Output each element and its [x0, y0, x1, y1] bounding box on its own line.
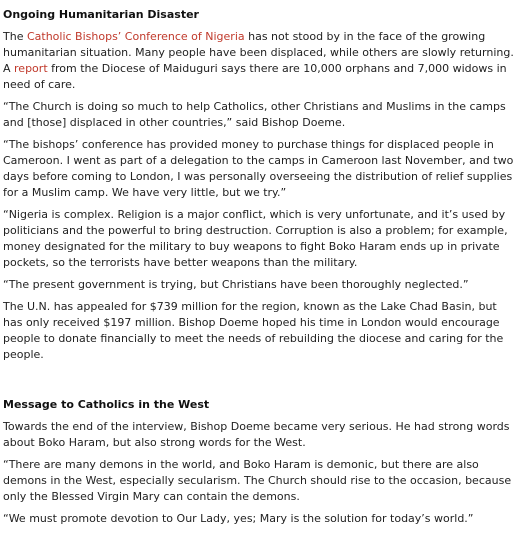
- paragraph: “The bishops’ conference has provided money to purchase things for displaced people in Cameroon. I went as part of a delegation to the camps in Cameroon last November, and two days before coming to London, I was personally overseeing the distribution of relief supplies for a Muslim camp. We have very little, but we try.”: [3, 138, 514, 199]
- paragraph: Towards the end of the interview, Bishop Doeme became very serious. He had strong words about Boko Haram, but also strong words for the West.: [3, 420, 510, 449]
- section-heading: Message to Catholics in the West: [3, 398, 210, 411]
- paragraph: “The Church is doing so much to help Catholics, other Christians and Muslims in the camps and [those] displaced in other countries,” said Bishop Doeme.: [3, 100, 506, 129]
- paragraph: “We must promote devotion to Our Lady, yes; Mary is the solution for today’s world.”: [3, 512, 474, 525]
- article-body: [3, 7, 518, 527]
- section-spacer: [3, 369, 518, 397]
- paragraph: The U.N. has appealed for $739 million for the region, known as the Lake Chad Basin, but has only received $197 million. Bishop Doeme hoped his time in London would encourage people to donate financially to meet the needs of rebuilding the diocese and caring for the people.: [3, 300, 504, 361]
- text-segment: The: [3, 30, 27, 43]
- text-segment: from the Diocese of Maiduguri says there are 10,000 orphans and 7,000 widows in need of care.: [3, 62, 507, 91]
- section-heading: Ongoing Humanitarian Disaster: [3, 8, 199, 21]
- section-message-to-west: [3, 397, 518, 527]
- paragraph: “There are many demons in the world, and Boko Haram is demonic, but there are also demons in the West, especially secularism. The Church should rise to the occasion, because only the Blessed Virgin Mary can contain the demons.: [3, 458, 512, 503]
- paragraph: “Nigeria is complex. Religion is a major conflict, which is very unfortunate, and it’s used by politicians and the powerful to bring destruction. Corruption is also a problem; for example, money designated for the military to buy weapons to fight Boko Haram ends up in private pockets, so the terrorists have better weapons than the military.: [3, 208, 508, 269]
- section-humanitarian-disaster: [3, 7, 518, 363]
- cbcn-link[interactable]: Catholic Bishops’ Conference of Nigeria: [26, 30, 245, 43]
- report-link[interactable]: report: [14, 62, 48, 75]
- paragraph: “The present government is trying, but Christians have been thoroughly neglected.”: [3, 278, 469, 291]
- text-segment: has not stood by in the face of the growing humanitarian situation. Many people have been displaced, while others are slowly returning. A: [3, 30, 514, 75]
- paragraph: [3, 29, 518, 93]
